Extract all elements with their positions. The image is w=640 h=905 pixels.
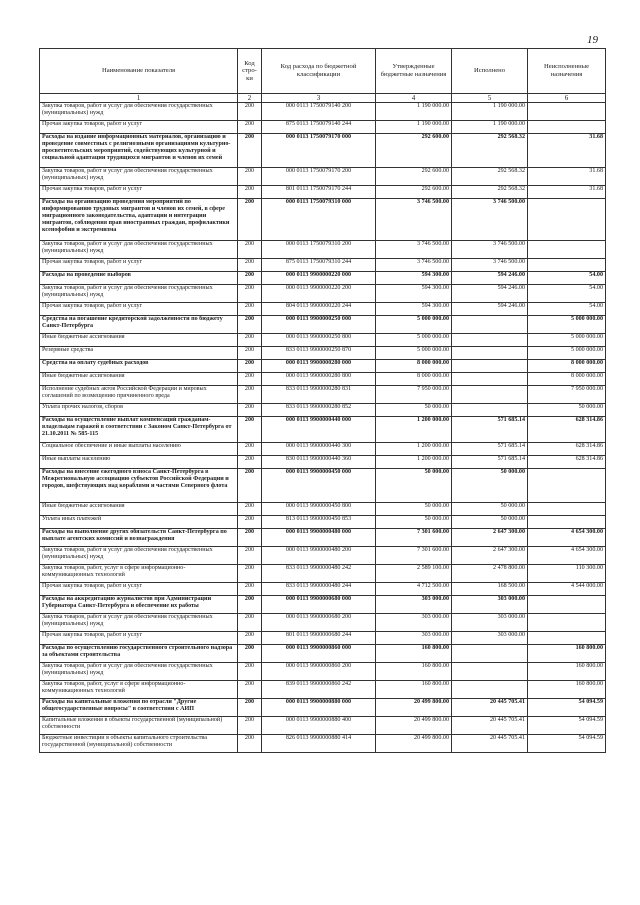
row-executed-amount: 292 568.32 xyxy=(452,186,528,199)
row-line-code: 200 xyxy=(238,404,262,417)
row-line-code: 200 xyxy=(238,547,262,565)
row-unexecuted-amount: 54 094.59 xyxy=(528,717,606,735)
row-unexecuted-amount xyxy=(528,596,606,614)
header-line-code: Код стро- ки xyxy=(238,49,262,94)
row-indicator-name: Закупка товаров, работ и услуг для обеспечения государственных (муниципальных) нужд xyxy=(40,168,238,186)
row-approved-amount: 1 190 000.00 xyxy=(376,121,452,134)
row-unexecuted-amount xyxy=(528,199,606,241)
row-indicator-name: Иные бюджетные ассигнования xyxy=(40,503,238,516)
row-approved-amount: 3 746 500.00 xyxy=(376,259,452,272)
row-unexecuted-amount: 160 800.00 xyxy=(528,645,606,663)
table-row xyxy=(40,632,606,645)
row-budget-code: 833 0113 9900000250 870 xyxy=(262,347,376,360)
report-body xyxy=(40,103,606,753)
row-unexecuted-amount: 54.00 xyxy=(528,303,606,316)
row-line-code: 200 xyxy=(238,681,262,699)
row-unexecuted-amount: 4 654 300.00 xyxy=(528,547,606,565)
table-row xyxy=(40,259,606,272)
row-line-code: 200 xyxy=(238,717,262,735)
table-row xyxy=(40,373,606,386)
row-unexecuted-amount: 54.00 xyxy=(528,285,606,303)
row-unexecuted-amount: 5 000 000.00 xyxy=(528,316,606,334)
row-executed-amount xyxy=(452,386,528,404)
row-indicator-name: Закупка товаров, работ и услуг для обеспечения государственных (муниципальных) нужд xyxy=(40,547,238,565)
table-row xyxy=(40,334,606,347)
row-line-code: 200 xyxy=(238,259,262,272)
row-line-code: 200 xyxy=(238,632,262,645)
row-line-code: 200 xyxy=(238,334,262,347)
row-line-code: 200 xyxy=(238,583,262,596)
table-row xyxy=(40,347,606,360)
row-approved-amount: 50 000.00 xyxy=(376,469,452,503)
row-executed-amount: 571 685.14 xyxy=(452,443,528,456)
row-unexecuted-amount: 31.68 xyxy=(528,134,606,168)
table-row xyxy=(40,583,606,596)
table-row xyxy=(40,199,606,241)
header-approved: Утвержденные бюджетные назначения xyxy=(376,49,452,94)
row-indicator-name: Прочая закупка товаров, работ и услуг xyxy=(40,632,238,645)
row-budget-code: 839 0113 9900000860 242 xyxy=(262,681,376,699)
row-approved-amount: 20 499 800.00 xyxy=(376,735,452,753)
row-indicator-name: Резервные средства xyxy=(40,347,238,360)
row-unexecuted-amount: 7 950 000.00 xyxy=(528,386,606,404)
row-approved-amount: 3 746 500.00 xyxy=(376,199,452,241)
row-budget-code: 830 0113 9900000440 360 xyxy=(262,456,376,469)
table-row xyxy=(40,168,606,186)
table-row xyxy=(40,614,606,632)
row-executed-amount: 1 190 000.00 xyxy=(452,103,528,121)
row-line-code: 200 xyxy=(238,386,262,404)
table-row xyxy=(40,285,606,303)
table-row xyxy=(40,565,606,583)
row-executed-amount xyxy=(452,404,528,417)
row-approved-amount: 50 000.00 xyxy=(376,404,452,417)
row-line-code: 200 xyxy=(238,199,262,241)
row-executed-amount xyxy=(452,645,528,663)
row-budget-code: 000 0113 9900000680 200 xyxy=(262,614,376,632)
row-budget-code: 833 0113 9900000480 244 xyxy=(262,583,376,596)
row-line-code: 200 xyxy=(238,168,262,186)
row-indicator-name: Закупка товаров, работ, услуг в сфере информационно-коммуникационных технологий xyxy=(40,565,238,583)
row-approved-amount: 292 600.00 xyxy=(376,186,452,199)
row-indicator-name: Иные бюджетные ассигнования xyxy=(40,373,238,386)
row-budget-code: 000 0113 9900000450 000 xyxy=(262,469,376,503)
row-executed-amount: 594 246.00 xyxy=(452,285,528,303)
row-budget-code: 000 0113 9900000250 000 xyxy=(262,316,376,334)
row-budget-code: 000 0113 1750079310 200 xyxy=(262,241,376,259)
row-approved-amount: 8 000 000.00 xyxy=(376,360,452,373)
row-indicator-name: Расходы на аккредитацию журналистов при Администрации Губернатора Санкт-Петербурга и обеспечение их работы xyxy=(40,596,238,614)
row-executed-amount: 50 000.00 xyxy=(452,516,528,529)
row-line-code: 200 xyxy=(238,443,262,456)
row-unexecuted-amount xyxy=(528,503,606,516)
row-budget-code: 000 0113 9900000220 200 xyxy=(262,285,376,303)
row-unexecuted-amount xyxy=(528,259,606,272)
column-number: 5 xyxy=(452,94,528,103)
row-unexecuted-amount: 31.68 xyxy=(528,186,606,199)
row-line-code: 200 xyxy=(238,285,262,303)
table-row xyxy=(40,456,606,469)
row-indicator-name: Закупка товаров, работ и услуг для обеспечения государственных (муниципальных) нужд xyxy=(40,241,238,259)
row-executed-amount: 292 568.32 xyxy=(452,134,528,168)
table-row xyxy=(40,272,606,285)
row-budget-code: 833 0113 9900000480 242 xyxy=(262,565,376,583)
row-executed-amount: 571 685.14 xyxy=(452,417,528,443)
row-indicator-name: Расходы на капитальные вложения по отрасли "Другие общегосударственные вопросы" в соответствии с АИП xyxy=(40,699,238,717)
column-number-row xyxy=(40,94,606,103)
row-indicator-name: Расходы по осуществлению государственного строительного надзора за объектами строительства xyxy=(40,645,238,663)
row-unexecuted-amount: 628 314.86 xyxy=(528,443,606,456)
row-approved-amount: 2 589 100.00 xyxy=(376,565,452,583)
row-line-code: 200 xyxy=(238,121,262,134)
table-row xyxy=(40,241,606,259)
row-executed-amount xyxy=(452,663,528,681)
row-approved-amount: 20 499 800.00 xyxy=(376,717,452,735)
expenditure-report-table xyxy=(39,48,606,753)
row-line-code: 200 xyxy=(238,303,262,316)
row-indicator-name: Расходы на издание информационных материалов, организацию и проведение совместных с религиозными организациями культурно-просветительских мероприятий, содействующих культурной и социальной адаптации трудящихся мигрантов и членов их семей xyxy=(40,134,238,168)
row-line-code: 200 xyxy=(238,373,262,386)
row-budget-code: 000 0113 9900000440 300 xyxy=(262,443,376,456)
row-indicator-name: Иные бюджетные ассигнования xyxy=(40,334,238,347)
row-approved-amount: 303 000.00 xyxy=(376,614,452,632)
row-approved-amount: 594 300.00 xyxy=(376,285,452,303)
table-row xyxy=(40,645,606,663)
row-executed-amount: 594 246.00 xyxy=(452,303,528,316)
page-number: 19 xyxy=(587,34,598,46)
row-indicator-name: Закупка товаров, работ и услуг для обеспечения государственных (муниципальных) нужд xyxy=(40,103,238,121)
row-unexecuted-amount: 628 314.86 xyxy=(528,417,606,443)
row-executed-amount: 1 190 000.00 xyxy=(452,121,528,134)
row-budget-code: 000 0113 1750079310 000 xyxy=(262,199,376,241)
row-approved-amount: 594 300.00 xyxy=(376,303,452,316)
row-indicator-name: Расходы на внесение ежегодного взноса Санкт-Петербурга в Межрегиональную ассоциацию субъектов Российской Федерации и городов, шефствующих над кораблями и частями Северного флота xyxy=(40,469,238,503)
row-budget-code: 813 0113 9900000450 853 xyxy=(262,516,376,529)
column-number: 3 xyxy=(262,94,376,103)
row-budget-code: 801 0113 1750079170 244 xyxy=(262,186,376,199)
header-executed: Исполнено xyxy=(452,49,528,94)
row-budget-code: 000 0113 9900000280 800 xyxy=(262,373,376,386)
header-indicator-name: Наименование показателя xyxy=(40,49,238,94)
row-unexecuted-amount: 628 314.86 xyxy=(528,456,606,469)
header-unexecuted: Неисполненные назначения xyxy=(528,49,606,94)
row-budget-code: 000 0113 9900000450 800 xyxy=(262,503,376,516)
row-approved-amount: 8 000 000.00 xyxy=(376,373,452,386)
row-approved-amount: 5 000 000.00 xyxy=(376,334,452,347)
row-unexecuted-amount: 31.68 xyxy=(528,168,606,186)
row-line-code: 200 xyxy=(238,516,262,529)
row-unexecuted-amount xyxy=(528,469,606,503)
table-row xyxy=(40,735,606,753)
row-indicator-name: Прочая закупка товаров, работ и услуг xyxy=(40,186,238,199)
row-budget-code: 000 0113 9900000680 000 xyxy=(262,596,376,614)
row-approved-amount: 20 499 800.00 xyxy=(376,699,452,717)
row-executed-amount: 2 478 800.00 xyxy=(452,565,528,583)
row-approved-amount: 1 200 000.00 xyxy=(376,443,452,456)
row-indicator-name: Прочая закупка товаров, работ и услуг xyxy=(40,259,238,272)
row-executed-amount: 3 746 500.00 xyxy=(452,241,528,259)
row-executed-amount: 50 000.00 xyxy=(452,503,528,516)
row-approved-amount: 292 600.00 xyxy=(376,134,452,168)
table-row xyxy=(40,663,606,681)
table-row xyxy=(40,596,606,614)
row-budget-code: 000 0113 9900000480 200 xyxy=(262,547,376,565)
row-line-code: 200 xyxy=(238,735,262,753)
row-line-code: 200 xyxy=(238,272,262,285)
row-line-code: 200 xyxy=(238,699,262,717)
row-line-code: 200 xyxy=(238,469,262,503)
row-approved-amount: 1 200 000.00 xyxy=(376,456,452,469)
row-approved-amount: 3 746 500.00 xyxy=(376,241,452,259)
row-line-code: 200 xyxy=(238,417,262,443)
row-approved-amount: 4 712 500.00 xyxy=(376,583,452,596)
row-indicator-name: Закупка товаров, работ и услуг для обеспечения государственных (муниципальных) нужд xyxy=(40,285,238,303)
row-executed-amount xyxy=(452,373,528,386)
table-row xyxy=(40,316,606,334)
column-number: 1 xyxy=(40,94,238,103)
row-approved-amount: 50 000.00 xyxy=(376,516,452,529)
table-row xyxy=(40,681,606,699)
row-executed-amount: 3 746 500.00 xyxy=(452,259,528,272)
row-indicator-name: Закупка товаров, работ и услуг для обеспечения государственных (муниципальных) нужд xyxy=(40,663,238,681)
row-budget-code: 000 0113 1750079140 200 xyxy=(262,103,376,121)
table-row xyxy=(40,469,606,503)
row-budget-code: 833 0113 9900000280 852 xyxy=(262,404,376,417)
row-unexecuted-amount xyxy=(528,614,606,632)
row-unexecuted-amount xyxy=(528,121,606,134)
row-approved-amount: 303 000.00 xyxy=(376,596,452,614)
row-approved-amount: 303 000.00 xyxy=(376,632,452,645)
row-approved-amount: 292 600.00 xyxy=(376,168,452,186)
row-indicator-name: Капитальные вложения в объекты государственной (муниципальной) собственности xyxy=(40,717,238,735)
row-line-code: 200 xyxy=(238,103,262,121)
table-row xyxy=(40,186,606,199)
table-row xyxy=(40,404,606,417)
row-executed-amount: 2 647 300.00 xyxy=(452,529,528,547)
row-executed-amount: 292 568.32 xyxy=(452,168,528,186)
row-budget-code: 000 0113 9900000440 000 xyxy=(262,417,376,443)
row-indicator-name: Средства на оплату судебных расходов xyxy=(40,360,238,373)
row-approved-amount: 160 800.00 xyxy=(376,645,452,663)
row-line-code: 200 xyxy=(238,347,262,360)
table-row xyxy=(40,516,606,529)
column-number: 2 xyxy=(238,94,262,103)
table-row xyxy=(40,360,606,373)
table-header-row xyxy=(40,49,606,94)
row-line-code: 200 xyxy=(238,663,262,681)
row-approved-amount: 5 000 000.00 xyxy=(376,347,452,360)
row-budget-code: 000 0113 9900000860 200 xyxy=(262,663,376,681)
row-line-code: 200 xyxy=(238,614,262,632)
row-executed-amount xyxy=(452,334,528,347)
row-executed-amount: 168 500.00 xyxy=(452,583,528,596)
table-row xyxy=(40,134,606,168)
row-executed-amount: 20 445 705.41 xyxy=(452,717,528,735)
row-indicator-name: Исполнение судебных актов Российской Федерации и мировых соглашений по возмещению причиненного вреда xyxy=(40,386,238,404)
row-executed-amount xyxy=(452,681,528,699)
row-indicator-name: Средства на погашение кредиторской задолженности по бюджету Санкт-Петербурга xyxy=(40,316,238,334)
row-unexecuted-amount: 54 094.59 xyxy=(528,699,606,717)
row-budget-code: 000 0113 9900000250 800 xyxy=(262,334,376,347)
row-line-code: 200 xyxy=(238,186,262,199)
table-row xyxy=(40,503,606,516)
row-line-code: 200 xyxy=(238,596,262,614)
row-budget-code: 000 0113 9900000280 000 xyxy=(262,360,376,373)
row-indicator-name: Прочая закупка товаров, работ и услуг xyxy=(40,121,238,134)
row-executed-amount: 20 445 705.41 xyxy=(452,735,528,753)
row-indicator-name: Расходы на проведение выборов xyxy=(40,272,238,285)
row-indicator-name: Прочая закупка товаров, работ и услуг xyxy=(40,303,238,316)
row-approved-amount: 7 950 000.00 xyxy=(376,386,452,404)
table-row xyxy=(40,417,606,443)
header-budget-code: Код расхода по бюджетной классификации xyxy=(262,49,376,94)
row-indicator-name: Закупка товаров, работ и услуг для обеспечения государственных (муниципальных) нужд xyxy=(40,614,238,632)
row-unexecuted-amount: 110 300.00 xyxy=(528,565,606,583)
row-unexecuted-amount: 54 094.59 xyxy=(528,735,606,753)
table-row xyxy=(40,547,606,565)
row-executed-amount xyxy=(452,360,528,373)
row-executed-amount xyxy=(452,316,528,334)
row-approved-amount: 594 300.00 xyxy=(376,272,452,285)
row-line-code: 200 xyxy=(238,360,262,373)
row-approved-amount: 160 800.00 xyxy=(376,681,452,699)
row-unexecuted-amount: 5 000 000.00 xyxy=(528,347,606,360)
row-unexecuted-amount xyxy=(528,241,606,259)
row-unexecuted-amount: 4 544 000.00 xyxy=(528,583,606,596)
row-indicator-name: Расходы на выполнение других обязательств Санкт-Петербурга по выплате агентских комиссий и вознаграждения xyxy=(40,529,238,547)
row-indicator-name: Закупка товаров, работ, услуг в сфере информационно-коммуникационных технологий xyxy=(40,681,238,699)
row-line-code: 200 xyxy=(238,645,262,663)
row-unexecuted-amount: 54.00 xyxy=(528,272,606,285)
row-executed-amount: 303 000.00 xyxy=(452,614,528,632)
row-approved-amount: 160 800.00 xyxy=(376,663,452,681)
row-approved-amount: 1 200 000.00 xyxy=(376,417,452,443)
row-line-code: 200 xyxy=(238,241,262,259)
row-budget-code: 833 0113 9900000280 831 xyxy=(262,386,376,404)
table-row xyxy=(40,717,606,735)
row-line-code: 200 xyxy=(238,456,262,469)
row-line-code: 200 xyxy=(238,565,262,583)
row-budget-code: 804 0113 9900000220 244 xyxy=(262,303,376,316)
row-executed-amount: 20 445 705.41 xyxy=(452,699,528,717)
row-indicator-name: Социальное обеспечение и иные выплаты населению xyxy=(40,443,238,456)
column-number: 4 xyxy=(376,94,452,103)
row-unexecuted-amount: 160 800.00 xyxy=(528,681,606,699)
row-executed-amount: 303 000.00 xyxy=(452,596,528,614)
row-unexecuted-amount xyxy=(528,632,606,645)
table-row xyxy=(40,386,606,404)
row-indicator-name: Расходы на осуществление выплат компенсаций гражданам-владельцам гаражей в соответствии с Законом Санкт-Петербурга от 21.10.2011 № 585-115 xyxy=(40,417,238,443)
row-unexecuted-amount: 8 000 000.00 xyxy=(528,360,606,373)
table-row xyxy=(40,443,606,456)
row-executed-amount: 594 246.00 xyxy=(452,272,528,285)
row-indicator-name: Расходы на организацию проведения мероприятий по информированию трудовых мигрантов и членов их семей, в сфере миграционного законодательства, адаптации и интеграции мигрантов, соблюдения прав иностранных граждан, профилактики ксенофобии и экстремизма xyxy=(40,199,238,241)
row-budget-code: 000 0113 9900000220 000 xyxy=(262,272,376,285)
table-row xyxy=(40,699,606,717)
row-line-code: 200 xyxy=(238,316,262,334)
row-indicator-name: Бюджетные инвестиции в объекты капитального строительства государственной (муниципальной) собственности xyxy=(40,735,238,753)
row-budget-code: 000 0113 9900000880 000 xyxy=(262,699,376,717)
row-executed-amount: 50 000.00 xyxy=(452,469,528,503)
row-executed-amount: 303 000.00 xyxy=(452,632,528,645)
row-indicator-name: Прочая закупка товаров, работ и услуг xyxy=(40,583,238,596)
row-executed-amount: 571 685.14 xyxy=(452,456,528,469)
row-unexecuted-amount xyxy=(528,516,606,529)
row-unexecuted-amount: 8 000 000.00 xyxy=(528,373,606,386)
row-approved-amount: 5 000 000.00 xyxy=(376,316,452,334)
row-unexecuted-amount: 160 800.00 xyxy=(528,663,606,681)
row-executed-amount: 2 647 300.00 xyxy=(452,547,528,565)
row-line-code: 200 xyxy=(238,529,262,547)
row-budget-code: 826 0113 9900000880 414 xyxy=(262,735,376,753)
row-budget-code: 000 0113 9900000880 400 xyxy=(262,717,376,735)
row-line-code: 200 xyxy=(238,503,262,516)
row-budget-code: 000 0113 9900000480 000 xyxy=(262,529,376,547)
row-approved-amount: 1 190 000.00 xyxy=(376,103,452,121)
row-unexecuted-amount: 5 000 000.00 xyxy=(528,334,606,347)
row-unexecuted-amount: 50 000.00 xyxy=(528,404,606,417)
table-row xyxy=(40,529,606,547)
row-unexecuted-amount: 4 654 300.00 xyxy=(528,529,606,547)
row-indicator-name: Иные выплаты населению xyxy=(40,456,238,469)
row-unexecuted-amount xyxy=(528,103,606,121)
row-executed-amount: 3 746 500.00 xyxy=(452,199,528,241)
row-budget-code: 000 0113 1750079170 200 xyxy=(262,168,376,186)
row-executed-amount xyxy=(452,347,528,360)
row-indicator-name: Уплата иных платежей xyxy=(40,516,238,529)
table-row xyxy=(40,103,606,121)
row-budget-code: 875 0113 1750079140 244 xyxy=(262,121,376,134)
row-budget-code: 000 0113 1750079170 000 xyxy=(262,134,376,168)
row-budget-code: 801 0113 9900000680 244 xyxy=(262,632,376,645)
row-line-code: 200 xyxy=(238,134,262,168)
row-approved-amount: 7 301 600.00 xyxy=(376,547,452,565)
row-budget-code: 875 0113 1750079310 244 xyxy=(262,259,376,272)
row-indicator-name: Уплата прочих налогов, сборов xyxy=(40,404,238,417)
table-row xyxy=(40,303,606,316)
row-approved-amount: 50 000.00 xyxy=(376,503,452,516)
row-budget-code: 000 0113 9900000860 000 xyxy=(262,645,376,663)
row-approved-amount: 7 301 600.00 xyxy=(376,529,452,547)
table-row xyxy=(40,121,606,134)
column-number: 6 xyxy=(528,94,606,103)
